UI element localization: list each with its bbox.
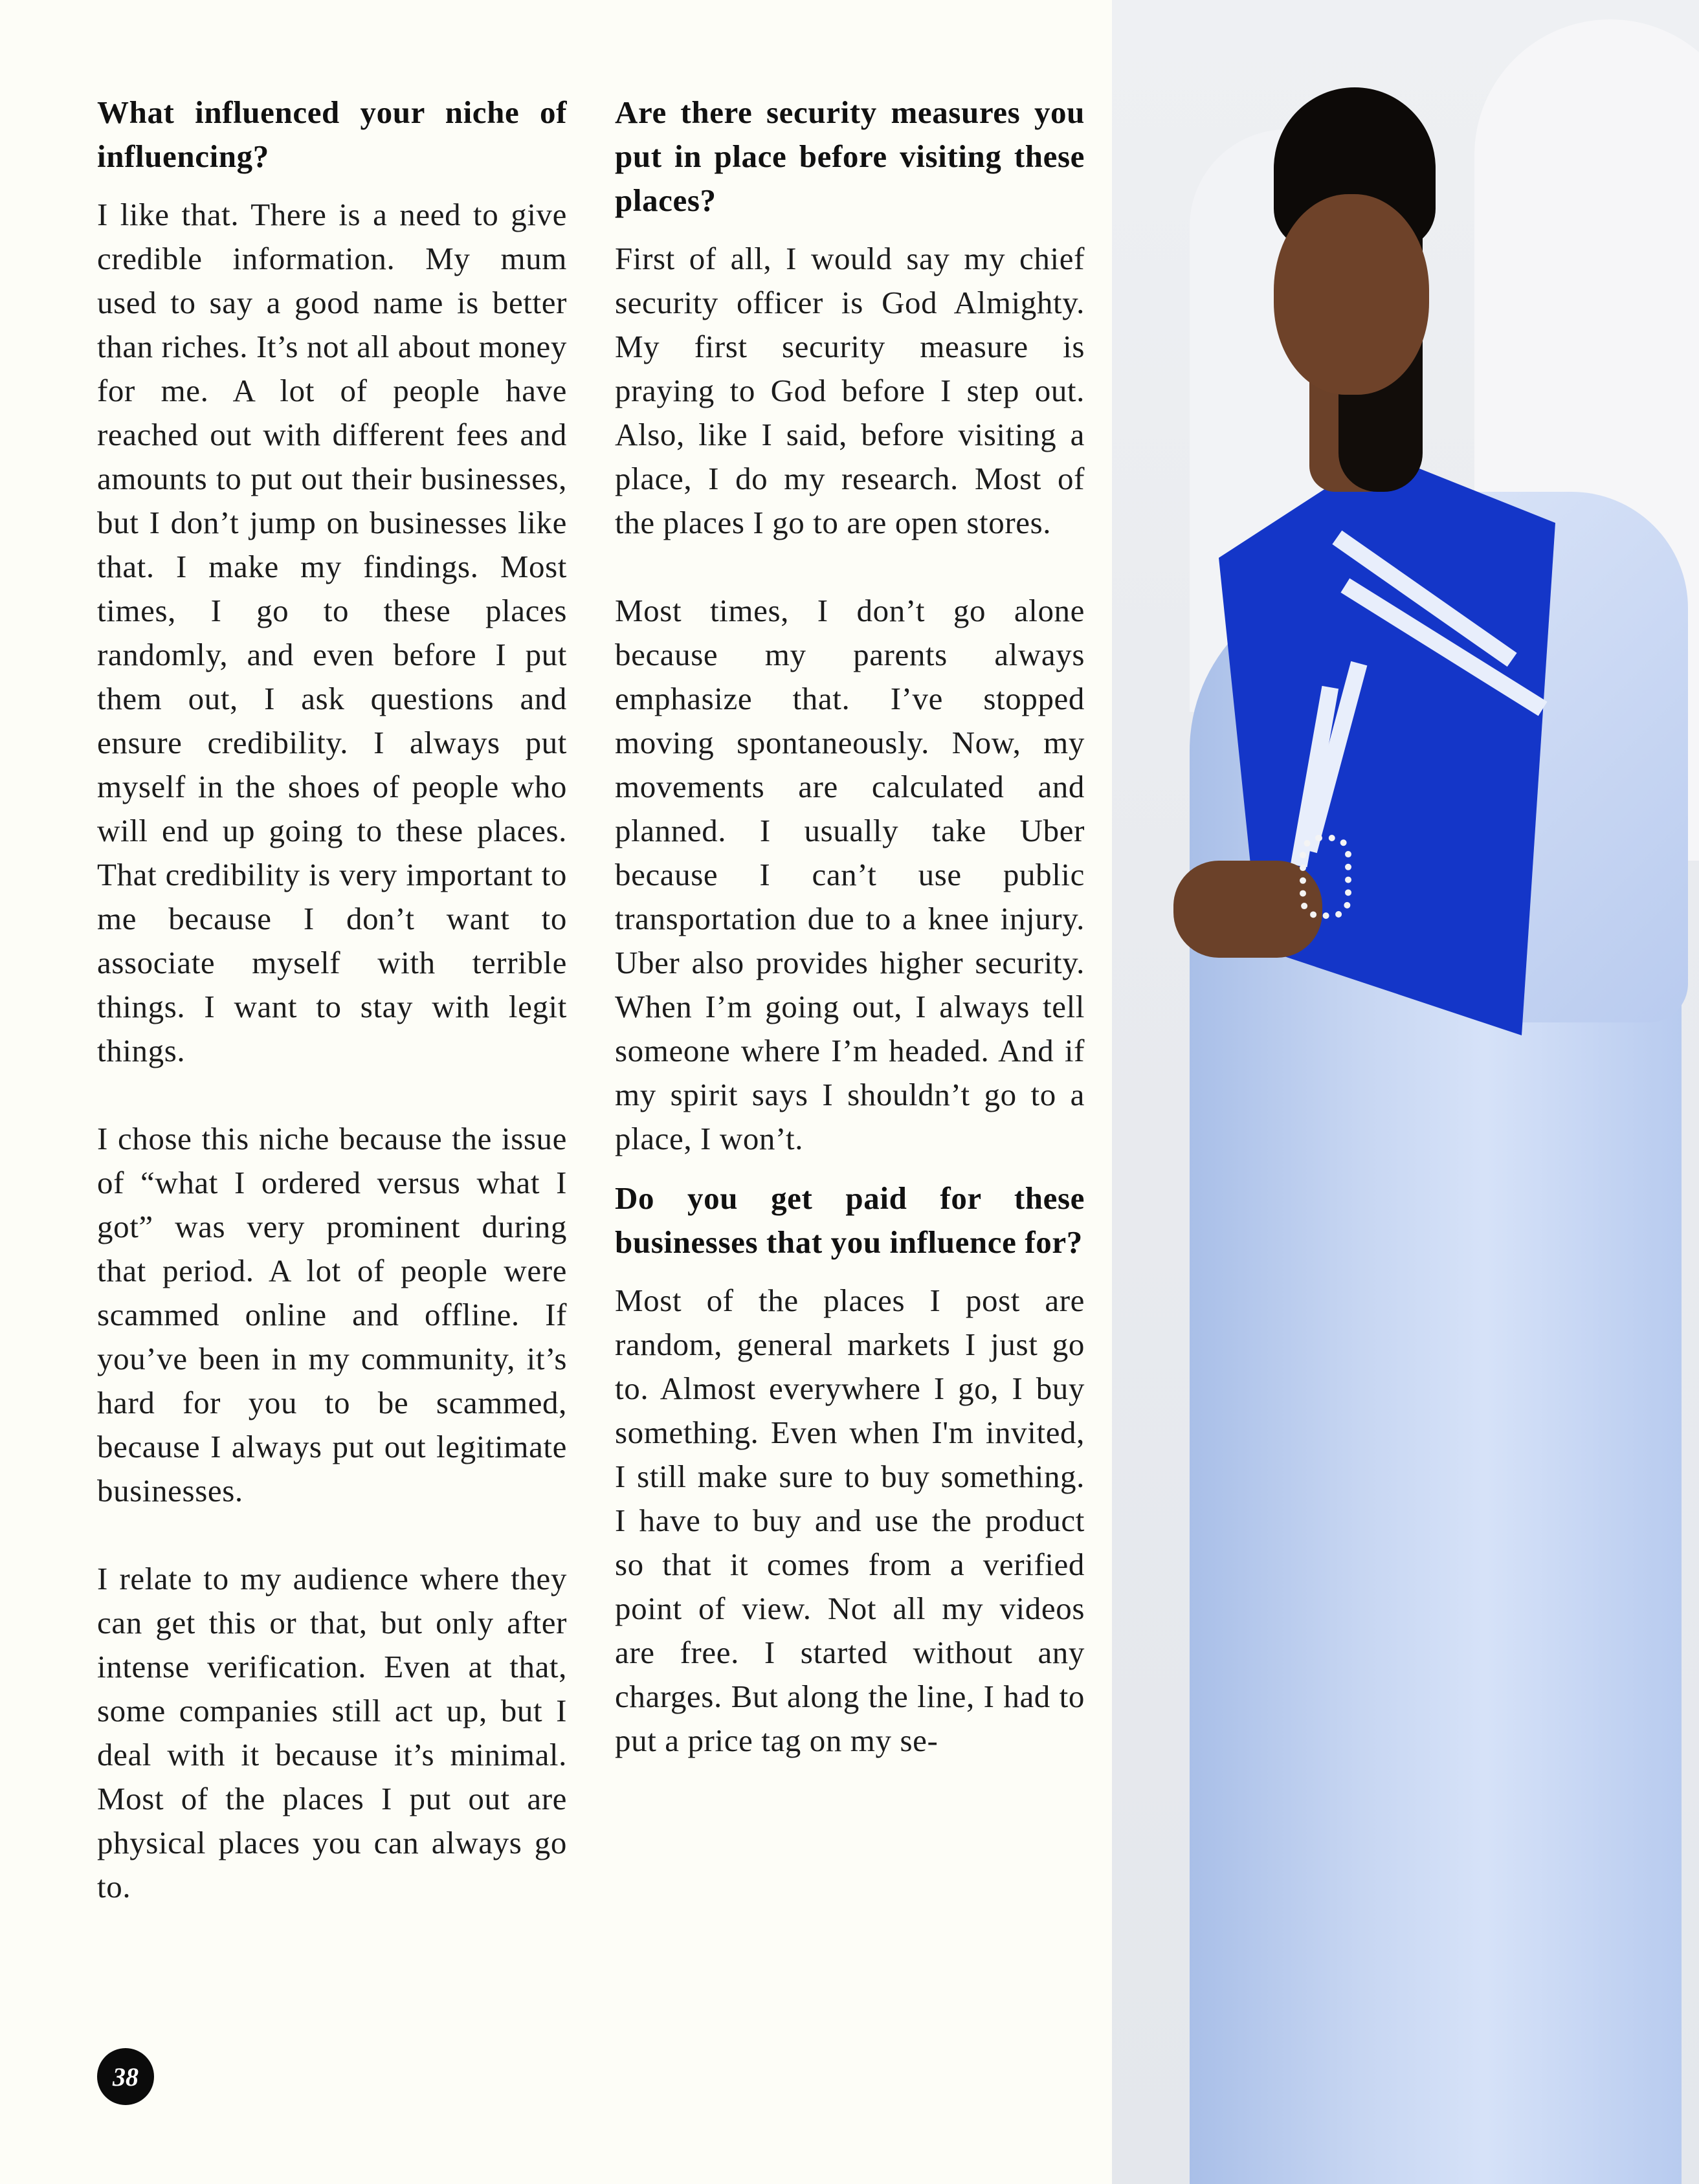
paragraph-spacer xyxy=(97,1073,567,1117)
middle-column xyxy=(615,91,1085,1763)
face xyxy=(1274,194,1429,395)
portrait-photo xyxy=(1112,0,1699,2184)
answer-paragraph: First of all, I would say my chief security officer is God Almighty. My first security measure is praying to God before I step out. Also, like I said, before visiting a place, I do my research. Most of the places I go to are open stores. xyxy=(615,241,1085,540)
question-heading: Do you get paid for these businesses that you influence for? xyxy=(615,1180,1085,1260)
page-number-badge: 38 xyxy=(97,2048,154,2105)
answer-paragraph: I relate to my audience where they can get this or that, but only after intense verification. Even at that, some companies still act up, but I deal with it because it’s minimal. Most of the places I put out are physical places you can always go to. xyxy=(97,1561,567,1904)
question-heading: What influenced your niche of influencing? xyxy=(97,94,567,174)
answer-paragraph: I chose this niche because the issue of “what I ordered versus what I got” was very prominent during that period. A lot of people were scammed online and offline. If you’ve been in my community, it’s hard for you to be scammed, because I always put out legitimate businesses. xyxy=(97,1121,567,1508)
left-column xyxy=(97,91,567,1909)
paragraph-spacer xyxy=(615,545,1085,589)
bracelet xyxy=(1300,835,1351,919)
paragraph-spacer xyxy=(97,1513,567,1557)
answer-paragraph: Most times, I don’t go alone because my parents always emphasize that. I’ve stopped moving spontaneously. Now, my movements are calculated and planned. I usually take Uber because I can’t use public transportation due to a knee injury. Uber also provides higher security. When I’m going out, I always tell someone where I’m headed. And if my spirit says I shouldn’t go to a place, I won’t. xyxy=(615,593,1085,1156)
question-heading: Are there security measures you put in place before visiting these places? xyxy=(615,94,1085,218)
answer-paragraph: Most of the places I post are random, general markets I just go to. Almost everywhere I go, I buy something. Even when I'm invited, I still make sure to buy something. I have to buy and use the product so that it comes from a verified point of view. Not all my videos are free. I started without any charges. But along the line, I had to put a price tag on my se- xyxy=(615,1283,1085,1758)
answer-paragraph: I like that. There is a need to give credible information. My mum used to say a good name is better than riches. It’s not all about money for me. A lot of people have reached out with different fees and amounts to put out their businesses, but I don’t jump on businesses like that. I make my findings. Most times, I go to these places randomly, and even before I put them out, I ask questions and ensure credibility. I always put myself in the shoes of people who will end up going to these places. That credibility is very important to me because I don’t want to associate myself with terrible things. I want to stay with legit things. xyxy=(97,197,567,1068)
